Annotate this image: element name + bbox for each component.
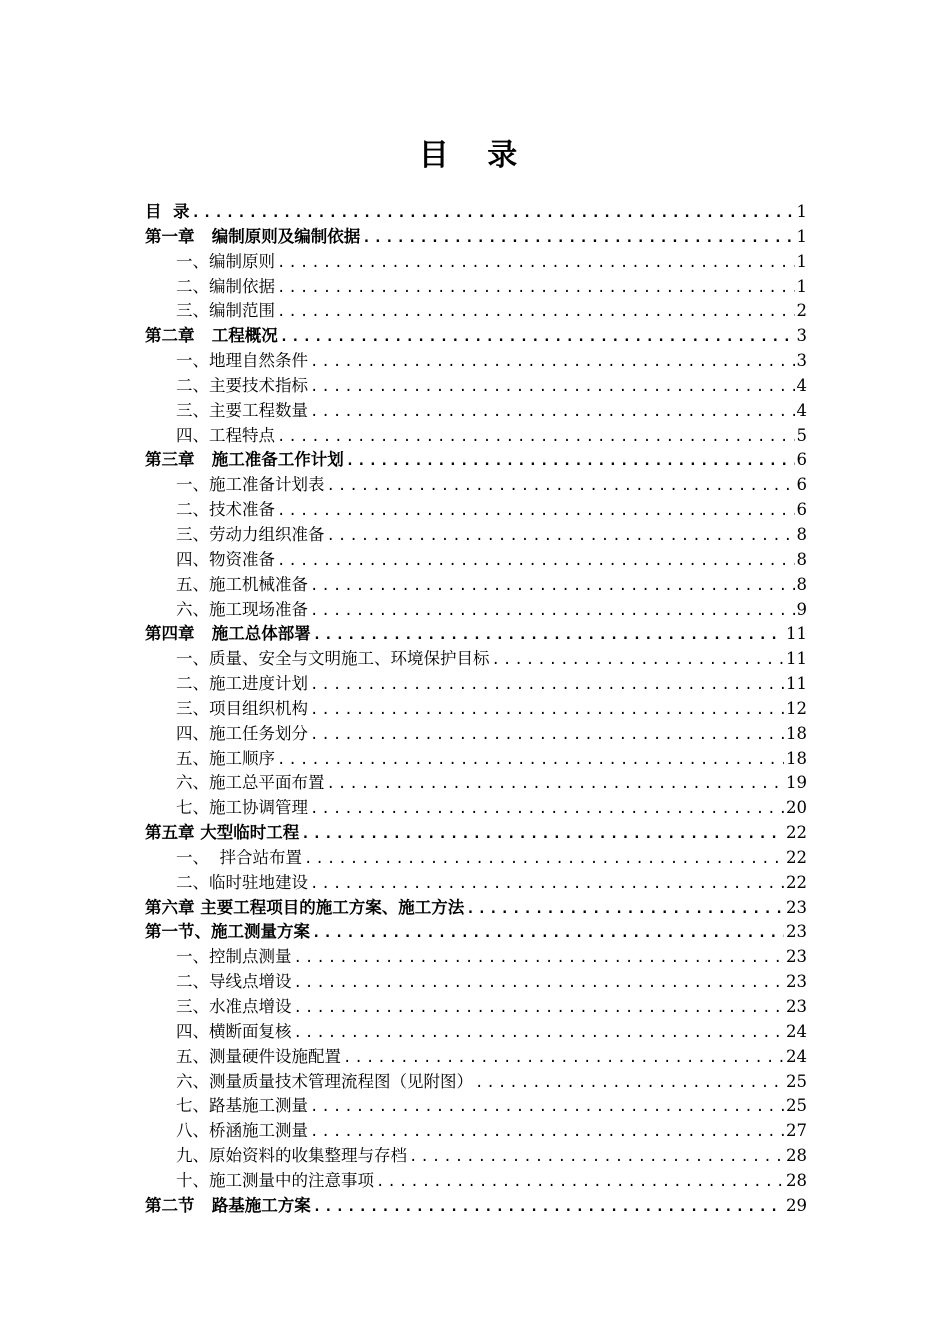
toc-entry-page-number: 22 bbox=[786, 823, 807, 843]
toc-dot-leader bbox=[192, 205, 795, 221]
toc-dot-leader bbox=[312, 925, 784, 941]
toc-entry-page-number: 4 bbox=[796, 400, 807, 420]
toc-entry-page-number: 8 bbox=[796, 524, 807, 544]
toc-entry-page-number: 3 bbox=[796, 351, 807, 371]
toc-entry-label: 六、测量质量技术管理流程图（见附图） bbox=[176, 1071, 473, 1091]
toc-dot-leader bbox=[301, 826, 784, 842]
toc-entry[interactable] bbox=[145, 198, 807, 223]
toc-entry[interactable] bbox=[145, 918, 807, 943]
toc-dot-leader bbox=[294, 975, 785, 991]
toc-dot-leader bbox=[310, 379, 795, 395]
toc-entry[interactable] bbox=[145, 894, 807, 919]
toc-entry[interactable] bbox=[145, 1092, 807, 1117]
toc-entry-label: 六、施工现场准备 bbox=[176, 599, 308, 619]
toc-dot-leader bbox=[294, 1025, 785, 1041]
toc-entry-page-number: 28 bbox=[786, 1170, 807, 1190]
toc-entry-label: 九、原始资料的收集整理与存档 bbox=[176, 1146, 407, 1166]
toc-entry[interactable] bbox=[145, 670, 807, 695]
toc-dot-leader bbox=[327, 776, 785, 792]
toc-entry-page-number: 11 bbox=[786, 624, 807, 644]
toc-dot-leader bbox=[327, 528, 795, 544]
toc-entry-page-number: 29 bbox=[786, 1195, 807, 1215]
toc-entry-label: 四、横断面复核 bbox=[176, 1021, 292, 1041]
toc-dot-leader bbox=[346, 453, 795, 469]
toc-entry-label: 第二节 路基施工方案 bbox=[145, 1195, 311, 1215]
table-of-contents bbox=[145, 198, 807, 1217]
toc-entry-label: 一、 拌合站布置 bbox=[176, 847, 302, 867]
toc-entry-label: 五、施工机械准备 bbox=[176, 574, 308, 594]
toc-dot-leader bbox=[277, 553, 795, 569]
toc-entry-label: 一、地理自然条件 bbox=[176, 351, 308, 371]
toc-entry[interactable] bbox=[145, 347, 807, 372]
toc-entry[interactable] bbox=[145, 620, 807, 645]
toc-dot-leader bbox=[343, 1050, 784, 1066]
toc-entry[interactable] bbox=[145, 1167, 807, 1192]
toc-entry-page-number: 11 bbox=[786, 674, 807, 694]
toc-entry-page-number: 25 bbox=[786, 1071, 807, 1091]
toc-entry-label: 二、施工进度计划 bbox=[176, 674, 308, 694]
toc-entry-page-number: 19 bbox=[786, 773, 807, 793]
toc-dot-leader bbox=[310, 1124, 784, 1140]
toc-entry-label: 四、工程特点 bbox=[176, 425, 275, 445]
toc-entry-page-number: 24 bbox=[786, 1021, 807, 1041]
toc-dot-leader bbox=[294, 1000, 785, 1016]
toc-entry[interactable] bbox=[145, 422, 807, 447]
toc-entry[interactable] bbox=[145, 1192, 807, 1217]
toc-dot-leader bbox=[310, 578, 795, 594]
toc-entry-page-number: 5 bbox=[796, 425, 807, 445]
toc-entry-label: 一、施工准备计划表 bbox=[176, 475, 325, 495]
toc-dot-leader bbox=[310, 1099, 784, 1115]
toc-entry[interactable] bbox=[145, 496, 807, 521]
toc-entry-page-number: 9 bbox=[796, 599, 807, 619]
page-title: 目 录 bbox=[418, 138, 532, 173]
toc-entry-page-number: 1 bbox=[796, 276, 807, 296]
toc-dot-leader bbox=[277, 503, 795, 519]
toc-entry-label: 七、施工协调管理 bbox=[176, 798, 308, 818]
toc-dot-leader bbox=[277, 752, 784, 768]
toc-entry[interactable] bbox=[145, 1142, 807, 1167]
toc-dot-leader bbox=[362, 230, 794, 246]
toc-entry[interactable] bbox=[145, 1117, 807, 1142]
toc-entry-page-number: 18 bbox=[786, 748, 807, 768]
toc-entry-label: 八、桥涵施工测量 bbox=[176, 1121, 308, 1141]
toc-entry[interactable] bbox=[145, 794, 807, 819]
toc-entry[interactable] bbox=[145, 546, 807, 571]
toc-entry[interactable] bbox=[145, 446, 807, 471]
toc-entry-page-number: 6 bbox=[796, 450, 807, 470]
toc-entry-page-number: 11 bbox=[786, 649, 807, 669]
toc-entry-page-number: 1 bbox=[796, 202, 807, 221]
toc-entry-page-number: 23 bbox=[786, 972, 807, 992]
toc-entry-label: 二、导线点增设 bbox=[176, 972, 292, 992]
toc-entry-page-number: 23 bbox=[786, 897, 807, 917]
toc-entry[interactable] bbox=[145, 571, 807, 596]
toc-entry-page-number: 24 bbox=[786, 1046, 807, 1066]
toc-entry-label: 四、物资准备 bbox=[176, 549, 275, 569]
toc-entry-label: 第三章 施工准备工作计划 bbox=[145, 450, 344, 470]
toc-entry[interactable] bbox=[145, 372, 807, 397]
toc-dot-leader bbox=[310, 801, 784, 817]
toc-dot-leader bbox=[277, 429, 795, 445]
toc-entry[interactable] bbox=[145, 993, 807, 1018]
toc-entry-label: 目 录 bbox=[145, 202, 190, 221]
toc-entry-label: 一、编制原则 bbox=[176, 251, 275, 271]
toc-entry-label: 七、路基施工测量 bbox=[176, 1096, 308, 1116]
toc-entry-label: 第二章 工程概况 bbox=[145, 326, 278, 346]
toc-entry-label: 二、技术准备 bbox=[176, 500, 275, 520]
toc-dot-leader bbox=[327, 478, 795, 494]
toc-dot-leader bbox=[313, 1199, 784, 1215]
toc-entry-label: 三、劳动力组织准备 bbox=[176, 524, 325, 544]
toc-dot-leader bbox=[310, 702, 784, 718]
toc-dot-leader bbox=[310, 727, 784, 743]
toc-entry[interactable] bbox=[145, 720, 807, 745]
toc-dot-leader bbox=[310, 404, 795, 420]
toc-entry-label: 一、控制点测量 bbox=[176, 947, 292, 967]
toc-entry-label: 四、施工任务划分 bbox=[176, 723, 308, 743]
toc-entry-label: 三、水准点增设 bbox=[176, 997, 292, 1016]
toc-dot-leader bbox=[294, 950, 785, 966]
toc-entry[interactable] bbox=[145, 695, 807, 720]
toc-entry-page-number: 4 bbox=[796, 375, 807, 395]
toc-entry[interactable] bbox=[145, 769, 807, 794]
toc-dot-leader bbox=[313, 627, 784, 643]
toc-entry[interactable] bbox=[145, 273, 807, 298]
toc-entry[interactable] bbox=[145, 397, 807, 422]
toc-entry-label: 三、主要工程数量 bbox=[176, 400, 308, 420]
toc-dot-leader bbox=[409, 1149, 784, 1165]
toc-entry[interactable] bbox=[145, 248, 807, 273]
toc-entry-label: 三、编制范围 bbox=[176, 301, 275, 321]
toc-dot-leader bbox=[277, 304, 795, 320]
toc-entry-page-number: 1 bbox=[796, 226, 807, 246]
toc-entry-page-number: 6 bbox=[796, 500, 807, 520]
toc-entry-page-number: 1 bbox=[796, 251, 807, 271]
toc-entry[interactable] bbox=[145, 297, 807, 322]
toc-entry[interactable] bbox=[145, 1018, 807, 1043]
toc-entry[interactable] bbox=[145, 1043, 807, 1068]
toc-entry[interactable] bbox=[145, 968, 807, 993]
toc-entry[interactable] bbox=[145, 471, 807, 496]
toc-entry-page-number: 18 bbox=[786, 723, 807, 743]
toc-entry-label: 五、施工顺序 bbox=[176, 748, 275, 768]
toc-dot-leader bbox=[280, 329, 795, 345]
toc-dot-leader bbox=[310, 603, 795, 619]
toc-dot-leader bbox=[475, 1075, 784, 1091]
toc-entry-page-number: 28 bbox=[786, 1146, 807, 1166]
toc-dot-leader bbox=[310, 876, 784, 892]
toc-entry-page-number: 23 bbox=[786, 947, 807, 967]
toc-entry-page-number: 23 bbox=[786, 997, 807, 1016]
toc-entry-page-number: 20 bbox=[786, 798, 807, 818]
toc-dot-leader bbox=[277, 255, 795, 271]
toc-entry[interactable] bbox=[145, 943, 807, 968]
toc-entry-label: 五、测量硬件设施配置 bbox=[176, 1046, 341, 1066]
toc-entry[interactable] bbox=[145, 596, 807, 621]
toc-entry-page-number: 8 bbox=[796, 574, 807, 594]
toc-entry-page-number: 2 bbox=[796, 301, 807, 321]
toc-dot-leader bbox=[492, 652, 785, 668]
toc-dot-leader bbox=[466, 901, 784, 917]
toc-entry-page-number: 6 bbox=[796, 475, 807, 495]
toc-dot-leader bbox=[277, 280, 795, 296]
toc-entry[interactable] bbox=[145, 521, 807, 546]
toc-dot-leader bbox=[376, 1174, 784, 1190]
toc-entry-page-number: 12 bbox=[786, 698, 807, 718]
toc-entry-page-number: 23 bbox=[786, 922, 807, 942]
toc-entry-label: 一、质量、安全与文明施工、环境保护目标 bbox=[176, 649, 490, 669]
toc-entry[interactable] bbox=[145, 844, 807, 869]
toc-entry-label: 第一章 编制原则及编制依据 bbox=[145, 226, 361, 246]
toc-entry[interactable] bbox=[145, 1068, 807, 1093]
toc-dot-leader bbox=[310, 354, 795, 370]
toc-entry-label: 第五章 大型临时工程 bbox=[145, 823, 300, 843]
toc-entry-page-number: 27 bbox=[786, 1121, 807, 1141]
toc-entry-label: 六、施工总平面布置 bbox=[176, 773, 325, 793]
toc-entry-label: 二、临时驻地建设 bbox=[176, 872, 308, 892]
toc-dot-leader bbox=[304, 851, 784, 867]
toc-entry-label: 十、施工测量中的注意事项 bbox=[176, 1170, 374, 1190]
toc-entry-label: 第一节、施工测量方案 bbox=[145, 922, 310, 942]
toc-entry-page-number: 22 bbox=[786, 872, 807, 892]
toc-entry[interactable] bbox=[145, 322, 807, 347]
toc-entry[interactable] bbox=[145, 745, 807, 770]
toc-entry-page-number: 25 bbox=[786, 1096, 807, 1116]
toc-entry-label: 三、项目组织机构 bbox=[176, 698, 308, 718]
toc-entry[interactable] bbox=[145, 223, 807, 248]
toc-entry[interactable] bbox=[145, 819, 807, 844]
toc-entry-label: 第四章 施工总体部署 bbox=[145, 624, 311, 644]
toc-entry-page-number: 22 bbox=[786, 847, 807, 867]
toc-entry-label: 第六章 主要工程项目的施工方案、施工方法 bbox=[145, 897, 465, 917]
toc-entry-label: 二、主要技术指标 bbox=[176, 375, 308, 395]
toc-entry-label: 二、编制依据 bbox=[176, 276, 275, 296]
toc-entry[interactable] bbox=[145, 645, 807, 670]
toc-entry-page-number: 3 bbox=[796, 326, 807, 346]
toc-entry-page-number: 8 bbox=[796, 549, 807, 569]
toc-dot-leader bbox=[310, 677, 784, 693]
toc-entry[interactable] bbox=[145, 869, 807, 894]
